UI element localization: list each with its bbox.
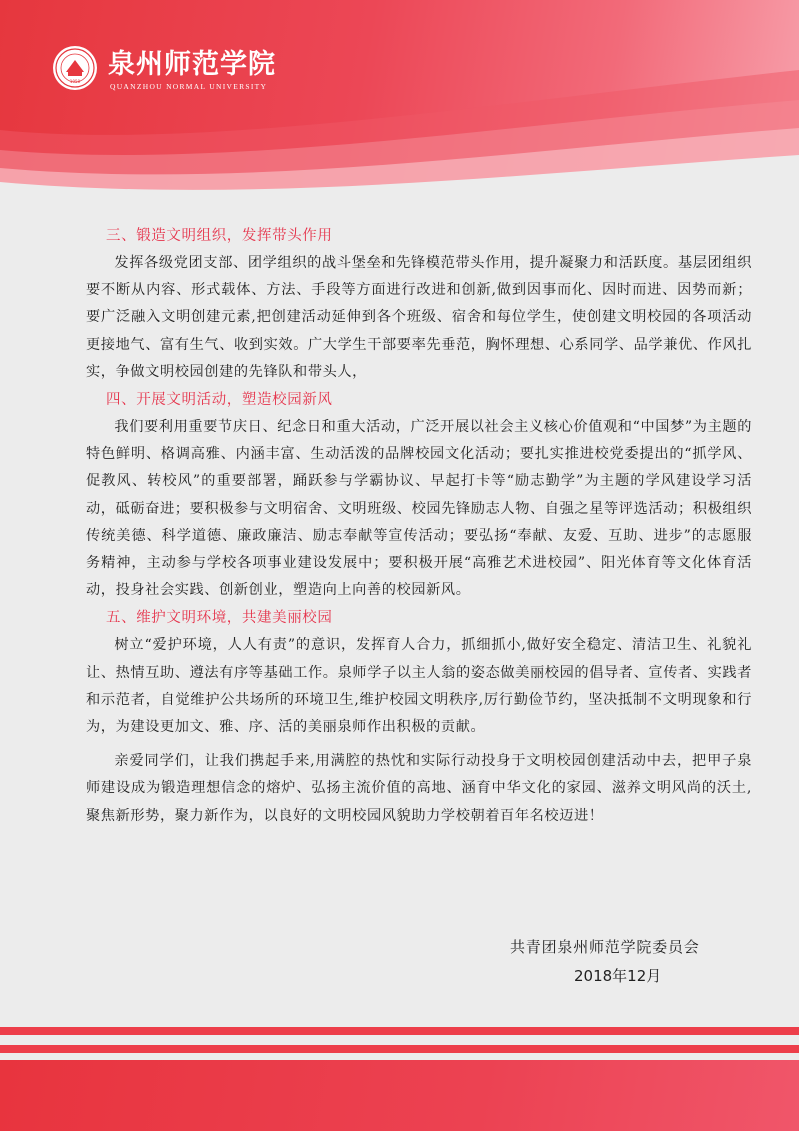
section-heading: 三、锻造文明组织，发挥带头作用 bbox=[106, 228, 333, 244]
footer-stripe bbox=[0, 1027, 799, 1035]
school-name-english: QUANZHOU NORMAL UNIVERSITY bbox=[110, 82, 268, 91]
section-four bbox=[86, 386, 752, 604]
section-three bbox=[86, 222, 752, 386]
section-five bbox=[86, 604, 752, 741]
paragraph: 树立“爱护环境，人人有责”的意识，发挥育人合力，抓细抓小,做好安全稳定、清洁卫生、礼貌礼让、热情互助、遵法有序等基础工作。泉师学子以主人翁的姿态做美丽校园的倡导者、宣传者、实践者和示范者，自觉维护公共场所的环境卫生,维护校园文明秩序,厉行勤俭节约，坚决抵制不文明现象和行为，为建设更加文、雅、序、活的美丽泉师作出积极的贡献。 bbox=[86, 637, 752, 736]
closing-paragraph: 亲爱同学们，让我们携起手来,用满腔的热忱和实际行动投身于文明校园创建活动中去，把甲子泉师建设成为锻造理想信念的熔炉、弘扬主流价值的高地、涵育中华文化的家园、滋养文明风尚的沃土,聚焦新形势，聚力新作为，以良好的文明校园风貌助力学校朝着百年名校迈进！ bbox=[86, 753, 752, 824]
footer-stripe bbox=[0, 1045, 799, 1053]
paragraph: 发挥各级党团支部、团学组织的战斗堡垒和先锋模范带头作用，提升凝聚力和活跃度。基层团组织要不断从内容、形式载体、方法、手段等方面进行改进和创新,做到因事而化、因时而进、因势而新；要广泛融入文明创建元素,把创建活动延伸到各个班级、宿舍和每位学生，使创建文明校园的各项活动更接地气、富有生气、收到实效。广大学生干部要率先垂范，胸怀理想、心系同学、品学兼优、作风扎实，争做文明校园创建的先锋队和带头人， bbox=[86, 255, 752, 380]
letter-body bbox=[86, 222, 752, 830]
header-banner bbox=[0, 0, 799, 195]
header-wave-decoration bbox=[0, 0, 799, 195]
university-emblem-icon bbox=[52, 45, 98, 91]
emblem-year: 1958 bbox=[69, 79, 81, 84]
signature-date: 2018年12月 bbox=[574, 967, 662, 985]
footer-banner bbox=[0, 1060, 799, 1131]
school-name: 泉州师范学院 bbox=[108, 49, 276, 80]
section-heading: 五、维护文明环境，共建美丽校园 bbox=[106, 610, 333, 627]
section-heading: 四、开展文明活动，塑造校园新风 bbox=[106, 392, 333, 409]
signature-organization: 共青团泉州师范学院委员会 bbox=[510, 938, 700, 956]
paragraph: 我们要利用重要节庆日、纪念日和重大活动，广泛开展以社会主义核心价值观和“中国梦”为主题的特色鲜明、格调高雅、内涵丰富、生动活泼的品牌校园文化活动；要扎实推进校党委提出的“抓学风、促教风、转校风”的重要部署，踊跃参与学霸协议、早起打卡等“励志勤学”为主题的学风建设学习活动，砥砺奋进；要积极参与文明宿舍、文明班级、校园先锋励志人物、自强之星等评选活动；积极组织传统美德、科学道德、廉政廉洁、励志奉献等宣传活动；要弘扬“奉献、友爱、互助、进步”的志愿服务精神，主动参与学校各项事业建设发展中；要积极开展“高雅艺术进校园”、阳光体育等文化体育活动，投身社会实践、创新创业，塑造向上向善的校园新风。 bbox=[86, 419, 752, 599]
